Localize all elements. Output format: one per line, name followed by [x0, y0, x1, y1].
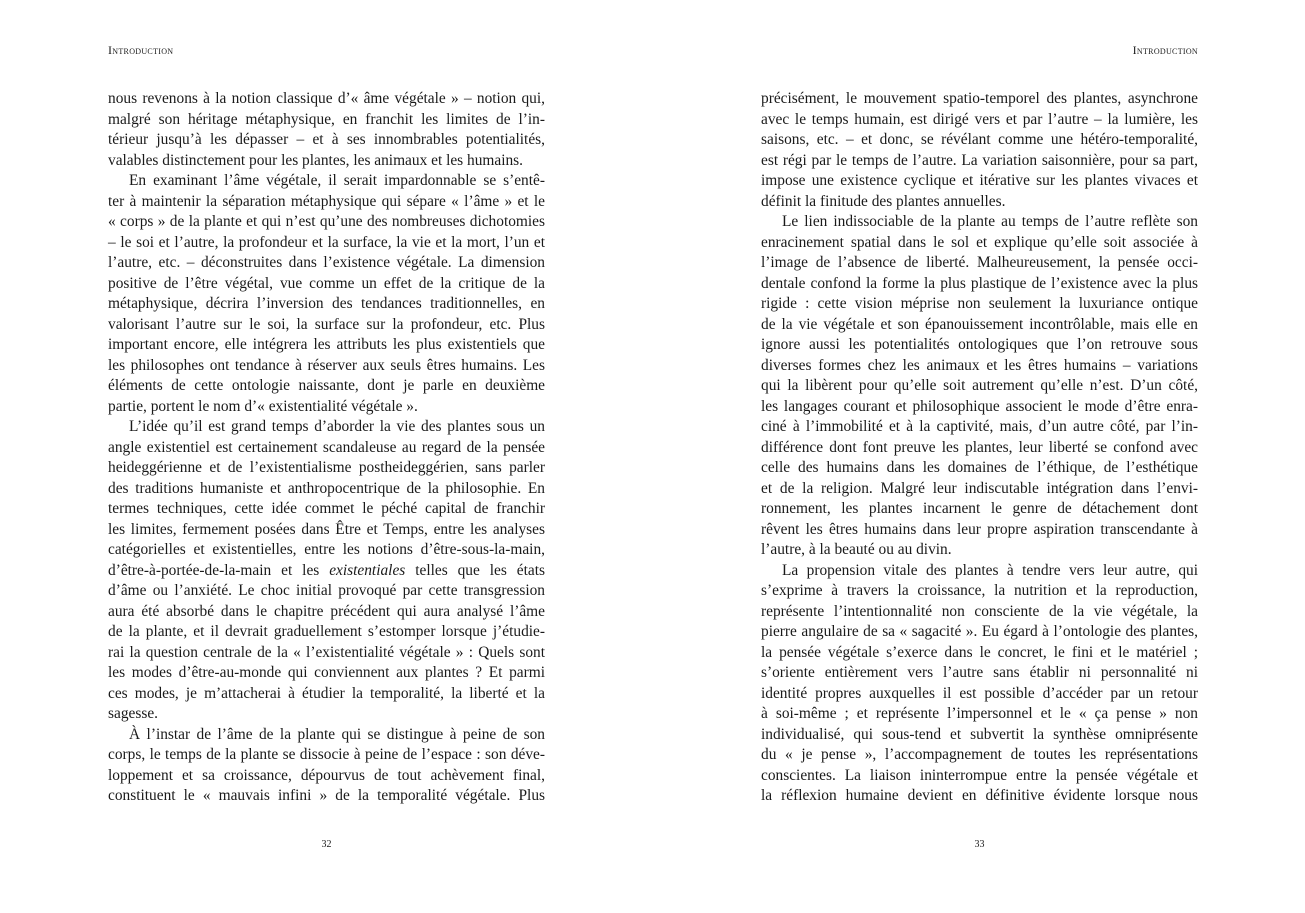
text-line: nous revenons à la notion classique d’« âme végétale » – notion qui, [108, 90, 545, 107]
text-line: la réflexion humaine devient en définitive évidente lorsque nous [761, 787, 1198, 804]
text-line: angle existentiel est certainement scandaleuse au regard de la pensée [108, 438, 545, 456]
text-line: sagesse. [108, 705, 159, 722]
text-line: ter à maintenir la séparation métaphysique qui sépare « l’âme » et le [108, 192, 545, 210]
text-line: identité propres auxquelles il est possible d’accéder par un retour [761, 684, 1198, 702]
text-line: ciné à l’immobilité et à la captivité, mais, d’un autre côté, par l’in- [761, 418, 1198, 435]
text-line: les philosophes ont tendance à réserver aux seuls êtres humains. Les [108, 356, 545, 374]
text-line: important encore, elle intégrera les attributs les plus existentiels que [108, 336, 545, 353]
right-page-body [761, 89, 1198, 807]
page-number-right: 33 [974, 839, 985, 850]
text-line: rigide : cette vision méprise non seulement la luxuriance ontique [761, 295, 1198, 312]
text-line: les langages courant et philosophique associent le mode d’être enra- [761, 397, 1198, 415]
text-line: malgré son héritage métaphysique, en franchit les limites de l’in- [108, 110, 545, 128]
text-line: différence dont font preuve les plantes, leur liberté se confond avec [761, 438, 1198, 456]
text-line: À l’instar de l’âme de la plante qui se distingue à peine de son [129, 725, 545, 743]
text-line: et de la religion. Malgré leur indiscutable intégration dans l’envi- [761, 479, 1198, 497]
text-line: d’âme ou l’anxiété. Le choc initial provoqué par cette transgression [108, 582, 545, 599]
text-line: définit la finitude des plantes annuelles. [761, 192, 1006, 210]
text-line: positive de l’être végétal, vue comme un effet de la critique de la [108, 274, 545, 292]
text-line: éléments de cette ontologie naissante, dont je parle en deuxième [108, 377, 545, 394]
text-line: catégorielles et existentielles, entre les notions d’être-sous-la-main, [108, 541, 545, 558]
text-line: saisons, etc. – et donc, se révélant comme une hétéro-temporalité, [761, 131, 1198, 148]
text-line: s’exprime à travers la croissance, la nutrition et la reproduction, [761, 582, 1198, 599]
text-line: à soi-même ; et représente l’impersonnel et le « ça pense » non [761, 705, 1198, 722]
text-line: térieur jusqu’à les dépasser – et à ses innombrables potentialités, [108, 131, 545, 148]
text-line: pierre angulaire de sa « sagacité ». Eu égard à l’ontologie des plantes, [761, 623, 1198, 640]
text-line: les limites, fermement posées dans Être et Temps, entre les analyses [108, 520, 545, 538]
text-line: loppement et sa croissance, dépourvus de tout achèvement final, [108, 766, 545, 784]
text-line: corps, le temps de la plante se dissocie à peine de l’espace : son déve- [108, 746, 545, 763]
text-line: du « je pense », l’accompagnement de toutes les représentations [761, 746, 1198, 763]
text-line: diverses formes chez les animaux et les êtres humains – variations [761, 356, 1198, 374]
text-line: qui la libèrent pour qu’elle soit autrement qu’elle n’est. D’un côté, [761, 377, 1198, 394]
text-line: ces modes, je m’attacherai à étudier la temporalité, la liberté et la [108, 684, 545, 702]
text-line: valables distinctement pour les plantes, les animaux et les humains. [108, 151, 524, 169]
text-line: s’oriente entièrement vers l’autre sans établir ni personnalité ni [761, 664, 1198, 681]
running-head-left: Introduction [108, 43, 174, 57]
left-page-body [108, 89, 545, 807]
text-line: les modes d’être-au-monde qui conviennent aux plantes ? Et parmi [108, 664, 545, 681]
text-line: représente l’intentionnalité non consciente de la vie végétale, la [761, 602, 1198, 620]
text-line: l’autre, à la beauté ou au divin. [761, 541, 952, 558]
text-line: « corps » de la plante et qui n’est qu’une des nombreuses dichotomies [108, 213, 545, 230]
text-line: Le lien indissociable de la plante au temps de l’autre reflète son [782, 213, 1198, 230]
text-line: – le soi et l’autre, la profondeur et la surface, la vie et la mort, l’un et [108, 233, 545, 251]
text-line: La propension vitale des plantes à tendre vers leur autre, qui [782, 561, 1198, 579]
text-line: heideggérienne et de l’existentialisme postheideggérien, sans parler [108, 459, 545, 476]
text-line: d’être-à-portée-de-la-main et les existentiales telles que les états [108, 561, 545, 579]
text-line: ronnement, les plantes incarnent le genre de détachement dont [761, 500, 1198, 517]
text-line: L’idée qu’il est grand temps d’aborder la vie des plantes sous un [129, 418, 545, 435]
text-line: enracinement spatial dans le sol et explique qu’elle soit associée à [761, 233, 1198, 251]
text-line: constituent le « mauvais infini » de la temporalité végétale. Plus [108, 787, 545, 804]
text-line: aura été absorbé dans le chapitre précédent qui aura analysé l’âme [108, 602, 545, 620]
text-line: conscientes. La liaison ininterrompue entre la pensée végétale et [761, 766, 1198, 784]
text-line: partie, portent le nom d’« existentialité végétale ». [108, 397, 418, 415]
text-line: rai la question centrale de la « l’existentialité végétale » : Quels sont [108, 643, 545, 661]
text-line: la pensée végétale s’exerce dans le concret, le fini et le matériel ; [761, 643, 1198, 661]
text-line: précisément, le mouvement spatio-temporel des plantes, asynchrone [761, 90, 1198, 107]
text-line: métaphysique, décrira l’inversion des tendances traditionnelles, en [108, 295, 545, 312]
text-line: dentale confond la forme la plus plastique de l’existence avec la plus [761, 274, 1198, 292]
text-line: ignore aussi les potentialités ontologiques que l’on retrouve sous [761, 336, 1198, 353]
text-line: termes techniques, cette idée commet le péché capital de franchir [108, 500, 545, 517]
text-line: En examinant l’âme végétale, il serait impardonnable se s’entê- [129, 172, 545, 189]
text-line: rêvent les êtres humains dans leur propre aspiration transcendante à [761, 520, 1198, 538]
text-line: est régi par le temps de l’autre. La variation saisonnière, pour sa part, [761, 151, 1198, 169]
text-line: des traditions humaniste et anthropocentrique de la philosophie. En [108, 479, 545, 497]
text-line: valorisant l’autre sur le soi, la surface sur la profondeur, etc. Plus [108, 315, 545, 333]
page-number-left: 32 [321, 839, 332, 850]
running-head-right: Introduction [1132, 43, 1198, 57]
text-line: individualisé, qui sous-tend et subvertit la synthèse omniprésente [761, 725, 1198, 743]
text-line: de la plante, et il devrait graduellement s’estomper lorsque j’étudie- [108, 623, 545, 640]
text-line: impose une existence cyclique et itérative sur les plantes vivaces et [761, 172, 1198, 189]
text-line: l’autre, etc. – déconstruites dans l’existence végétale. La dimension [108, 254, 545, 271]
text-line: avec le temps humain, est dirigé vers et par l’autre – la lumière, les [761, 110, 1198, 128]
text-line: l’image de l’absence de liberté. Malheureusement, la pensée occi- [761, 254, 1198, 271]
right-page [761, 0, 1198, 913]
text-line: de la vie végétale et son épanouissement incontrôlable, mais elle en [761, 315, 1198, 333]
text-line: celle des humains dans les domaines de l’éthique, de l’esthétique [761, 459, 1198, 476]
left-page [108, 0, 545, 913]
